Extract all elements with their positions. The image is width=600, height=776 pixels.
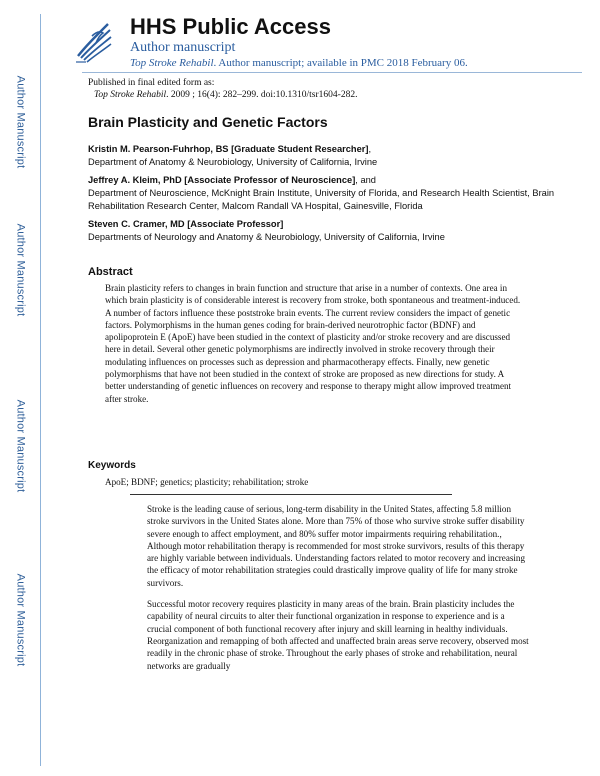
author-entry — [88, 218, 568, 244]
side-label-3 — [5, 386, 35, 506]
side-label-2 — [5, 210, 35, 330]
side-label-1 — [5, 62, 35, 182]
side-label-4 — [5, 560, 35, 680]
body-paragraph: Successful motor recovery requires plasticity in many areas of the brain. Brain plasticity includes the capability of neural circuits to alter their functional organization in response to experience and is a crucial component of both functional recovery after injury and skill learning in healthy individuals. Reorganization and remapping of both affected and unaffected brain areas serve recovery, observed most readily in the chronic phase of stroke. Throughout the early phases of stroke and rehabilitation, neural networks are gradually — [147, 599, 529, 671]
author-name: Jeffrey A. Kleim, PhD [Associate Professor of Neuroscience] — [88, 175, 356, 185]
body-text — [147, 503, 529, 681]
abstract-heading: Abstract — [88, 266, 133, 278]
side-label-text: Author Manuscript — [14, 573, 27, 667]
hhs-public-access-title: HHS Public Access — [130, 14, 331, 39]
citation-line — [88, 89, 357, 101]
availability-text: . Author manuscript; available in PMC 2018 February 06. — [213, 57, 468, 69]
author-affiliation: Department of Neuroscience, McKnight Brain Institute, University of Florida, and Research Health Scientist, Brain Rehabilitation Research Center, Malcom Randall VA Hospital, Gainesville, Florida — [88, 188, 555, 211]
journal-name: Top Stroke Rehabil — [130, 57, 214, 69]
author-manuscript-label: Author manuscript — [130, 40, 236, 55]
hhs-eagle-logo-icon — [72, 16, 114, 66]
author-affiliation: Department of Anatomy & Neurobiology, University of California, Irvine — [88, 157, 378, 167]
article-title: Brain Plasticity and Genetic Factors — [88, 114, 328, 130]
abstract-text: Brain plasticity refers to changes in brain function and structure that arise in a number of contexts. One area in which brain plasticity is of considerable interest is recovery from stroke, both spontaneous and treatment-induced. A number of factors influence these poststroke brain events. The current review considers the impact of genetic factors. Polymorphisms in the human genes coding for brain-derived neurotrophic factor (BDNF) and apolipoprotein E (ApoE) have been studied in the context of plasticity and/or stroke recovery and are discussed here in detail. Several other genetic polymorphisms are indirectly involved in stroke recovery through their modulating influences on processes such as depression and pharmacotherapy effects. Finally, new genetic polymorphisms that have not been studied in the context of stroke are proposed as new directions for study. A better understanding of genetic influences on recovery and response to therapy might allow improved treatment after stroke. — [105, 283, 521, 404]
side-label-text: Author Manuscript — [14, 223, 27, 317]
author-entry — [88, 174, 568, 213]
author-affiliation: Departments of Neurology and Anatomy & Neurobiology, University of California, Irvine — [88, 232, 445, 242]
body-paragraph: Stroke is the leading cause of serious, long-term disability in the United States, affecting 5.8 million stroke survivors in the United States alone. More than 75% of those who survive stroke suffer disability severe enough to affect employment, and 80% suffer motor impairments requiring rehabilitation., Although motor rehabilitation therapy is recommended for most stroke survivors, results of this therapy are highly variable between individuals. Understanding factors related to motor recovery and increasing the efficacy of motor rehabilitation strategies could drastically improve quality of life for many stroke survivors. — [147, 504, 526, 588]
keywords-text: ApoE; BDNF; genetics; plasticity; rehabilitation; stroke — [105, 477, 309, 487]
section-divider — [130, 494, 452, 495]
citation-details: . 2009 ; 16(4): 282–299. doi:10.1310/tsr1604-282. — [166, 90, 358, 100]
side-rail-rule — [40, 14, 41, 766]
side-label-text: Author Manuscript — [14, 75, 27, 169]
keywords-heading: Keywords — [88, 460, 136, 471]
published-line: Published in final edited form as: — [88, 78, 215, 88]
citation-journal: Top Stroke Rehabil — [94, 90, 167, 100]
author-suffix: , — [368, 144, 372, 154]
side-label-text: Author Manuscript — [14, 399, 27, 493]
author-list — [88, 143, 568, 249]
publication-info — [88, 77, 357, 101]
author-name: Steven C. Cramer, MD [Associate Professor] — [88, 219, 284, 229]
author-suffix: , and — [355, 175, 376, 185]
header-divider — [82, 72, 582, 73]
journal-availability-line — [130, 56, 468, 70]
side-rail — [0, 0, 40, 776]
author-entry — [88, 143, 568, 169]
author-name: Kristin M. Pearson-Fuhrhop, BS [Graduate Student Researcher] — [88, 144, 369, 154]
